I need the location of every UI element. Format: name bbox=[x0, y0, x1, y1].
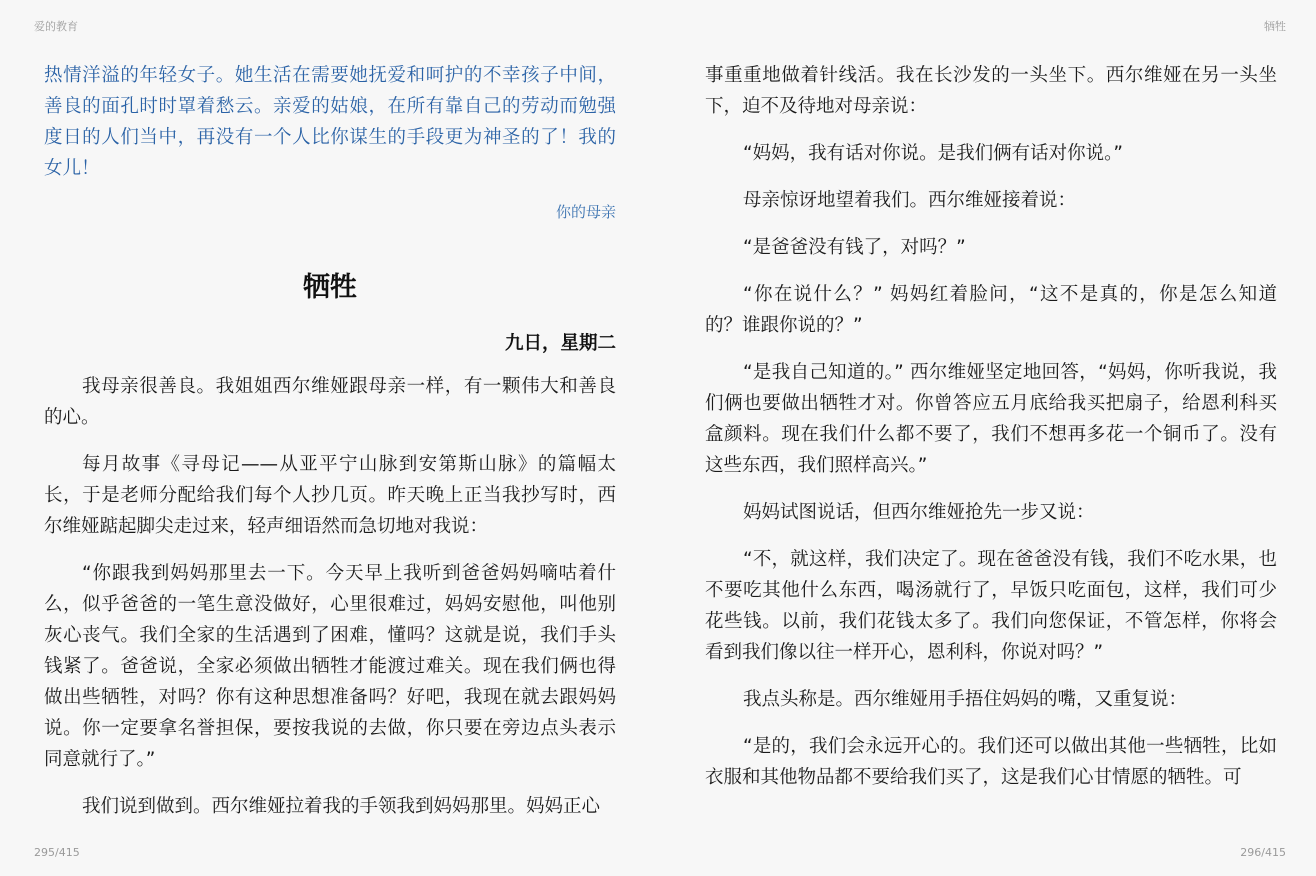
paragraph: “是我自己知道的。” 西尔维娅坚定地回答，“妈妈，你听我说，我们俩也要做出牺牲才对。你曾答应五月底给我买把扇子，给恩利科买盒颜料。现在我们什么都不要了，我们不想再多花一个铜币了。没有这些东西，我们照样高兴。” bbox=[705, 362, 1277, 476]
chapter-heading: 牺牲 bbox=[303, 272, 357, 303]
letter-text: 热情洋溢的年轻女子。她生活在需要她抚爱和呵护的不幸孩子中间，善良的面孔时时罩着愁云。亲爱的姑娘，在所有靠自己的劳动而勉强度日的人们当中，再没有一个人比你谋生的手段更为神圣的了！我的女儿！ bbox=[44, 65, 616, 179]
left-page-number: 295/415 bbox=[34, 846, 80, 859]
paragraph: “是爸爸没有钱了，对吗？” bbox=[743, 237, 966, 258]
paragraph: “是的，我们会永远开心的。我们还可以做出其他一些牺牲，比如衣服和其他物品都不要给我们买了，这是我们心甘情愿的牺牲。可 bbox=[705, 736, 1277, 788]
paragraph: 母亲惊讶地望着我们。西尔维娅接着说： bbox=[743, 190, 1077, 211]
paragraph: 每月故事《寻母记——从亚平宁山脉到安第斯山脉》的篇幅太长，于是老师分配给我们每个人抄几页。昨天晚上正当我抄写时，西尔维娅踮起脚尖走过来，轻声细语然而急切地对我说： bbox=[44, 454, 616, 537]
paragraph: 妈妈试图说话，但西尔维娅抢先一步又说： bbox=[743, 502, 1095, 523]
left-page[interactable] bbox=[44, 60, 616, 838]
book-title-header: 爱的教育 bbox=[34, 20, 78, 33]
right-page-number: 296/415 bbox=[1240, 846, 1286, 859]
right-page[interactable] bbox=[705, 60, 1277, 809]
paragraph: “不，就这样，我们决定了。现在爸爸没有钱，我们不吃水果，也不要吃其他什么东西，喝汤就行了，早饭只吃面包，这样，我们可少花些钱。以前，我们花钱太多了。我们向您保证，不管怎样，你将会看到我们像以往一样开心，恩利科，你说对吗？” bbox=[705, 549, 1277, 663]
paragraph: 我们说到做到。西尔维娅拉着我的手领我到妈妈那里。妈妈正心 bbox=[82, 796, 601, 817]
letter-signature: 你的母亲 bbox=[555, 203, 616, 221]
paragraph: “妈妈，我有话对你说。是我们俩有话对你说。” bbox=[743, 143, 1123, 164]
paragraph: 我点头称是。西尔维娅用手捂住妈妈的嘴，又重复说： bbox=[743, 689, 1188, 710]
chapter-date: 九日，星期二 bbox=[504, 333, 616, 354]
paragraph: “你在说什么？” 妈妈红着脸问，“这不是真的，你是怎么知道的？谁跟你说的？” bbox=[705, 284, 1277, 336]
paragraph-continuation: 事重重地做着针线活。我在长沙发的一头坐下。西尔维娅在另一头坐下，迫不及待地对母亲说： bbox=[705, 65, 1277, 117]
paragraph: 我母亲很善良。我姐姐西尔维娅跟母亲一样，有一颗伟大和善良的心。 bbox=[44, 376, 616, 428]
chapter-title-header: 牺牲 bbox=[1264, 20, 1286, 33]
paragraph: “你跟我到妈妈那里去一下。今天早上我听到爸爸妈妈嘀咕着什么，似乎爸爸的一笔生意没做好，心里很难过，妈妈安慰他，叫他别灰心丧气。我们全家的生活遇到了困难，懂吗？这就是说，我们手头钱紧了。爸爸说，全家必须做出牺牲才能渡过难关。现在我们俩也得做出些牺牲，对吗？你有这种思想准备吗？好吧，我现在就去跟妈妈说。你一定要拿名誉担保，要按我说的去做，你只要在旁边点头表示同意就行了。” bbox=[44, 563, 616, 770]
